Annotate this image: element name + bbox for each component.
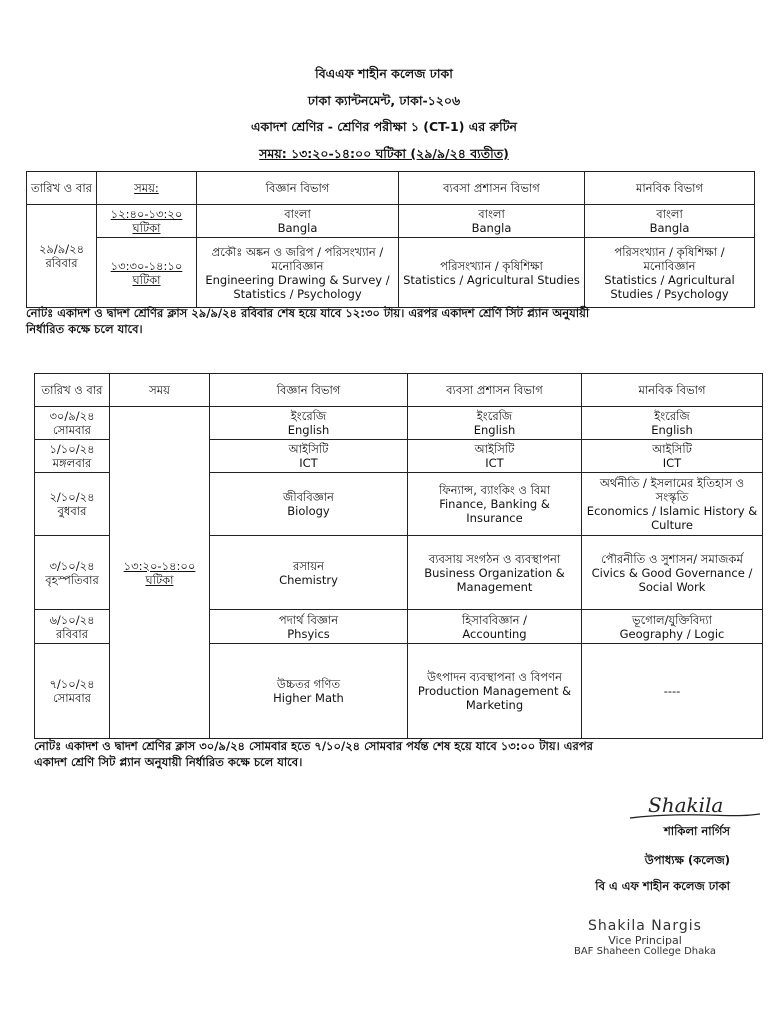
subject-en: Business Organization & Management: [424, 565, 565, 594]
subject-en: Economics / Islamic History & Culture: [586, 504, 758, 532]
exam-time: সময়: ১৩:২০-১৪:০০ ঘটিকা (২৯/৯/২৪ ব্যতীত): [259, 146, 509, 161]
header-business: ব্যবসা প্রশাসন বিভাগ: [408, 374, 582, 407]
subject-bn: আইসিটি: [288, 442, 329, 456]
subject-en: English: [473, 423, 516, 437]
time-cell: [97, 238, 197, 308]
humanities-cell: [582, 644, 763, 739]
date-cell: [27, 205, 97, 308]
subject-en: Geography / Logic: [619, 626, 725, 641]
date-cell: [35, 610, 110, 644]
header-date: তারিখ ও বার: [35, 374, 110, 407]
humanities-cell: [585, 205, 755, 238]
date: ২৯/৯/২৪: [38, 242, 85, 256]
note-1-line-1: নোটঃ একাদশ ও দ্বাদশ শ্রেণির ক্লাস ২৯/৯/২৪ রবিবার শেষ হয়ে যাবে ১২:৩০ টায়। এরপর একাদশ শ্রেণি সিট প্ল্যান অনুযায়ী: [26, 306, 590, 320]
college-name: বিএএফ শাহীন কলেজ ঢাকা: [315, 66, 453, 81]
table-row: [27, 238, 755, 308]
business-cell: [408, 407, 582, 440]
time-unit: ঘটিকা: [132, 221, 161, 235]
note-1: [26, 305, 589, 337]
subject-en: ICT: [299, 456, 318, 470]
header-science: বিজ্ঞান বিভাগ: [197, 172, 399, 205]
college-address: ঢাকা ক্যান্টনমেন্ট, ঢাকা-১২০৬: [307, 93, 461, 108]
date: ৭/১০/২৪: [49, 677, 95, 691]
subject-bn: রসায়ন: [293, 558, 324, 573]
subject-en: Chemistry: [279, 572, 338, 587]
date: ২/১০/২৪: [49, 490, 95, 504]
subject-en: Statistics / Agricultural Studies / Psychology: [604, 272, 735, 301]
subject-en: English: [287, 423, 330, 437]
header-time: সময়:: [97, 172, 197, 205]
header-date: তারিখ ও বার: [27, 172, 97, 205]
humanities-cell: [582, 610, 763, 644]
date-cell: [35, 473, 110, 536]
subject-bn: উৎপাদন ব্যবস্থাপনা ও বিপণন: [427, 670, 562, 684]
date-cell: [35, 536, 110, 610]
signatory-title-bn: উপাধ্যক্ষ (কলেজ): [644, 853, 730, 867]
signatory-name-bn: শাকিলা নার্গিস: [663, 824, 730, 838]
subject-en: Engineering Drawing & Survey / Statistics / Psychology: [205, 272, 390, 301]
time: ১৩:৩০-১৪:১০: [110, 258, 183, 273]
subject-bn: পদার্থ বিজ্ঞান: [278, 612, 339, 627]
subject-en: Civics & Good Governance / Social Work: [591, 565, 753, 594]
subject-en: Bangla: [649, 221, 690, 235]
note-1-line-2: নির্ধারিত কক্ষে চলে যাবে।: [26, 322, 143, 336]
signatory-college-en: BAF Shaheen College Dhaka: [573, 946, 716, 957]
date: ৩/১০/২৪: [49, 558, 95, 573]
signature-handwriting: Shakila: [648, 793, 724, 817]
subject-en: Finance, Banking & Insurance: [439, 497, 550, 525]
day: সোমবার: [52, 423, 92, 437]
time-unit: ঘটিকা: [145, 572, 174, 587]
routine-title: একাদশ শ্রেণির - শ্রেণির পরীক্ষা ১ (CT-1) এর রুটিন: [251, 119, 517, 134]
subject-en: Higher Math: [273, 691, 344, 705]
date-cell: [35, 440, 110, 473]
subject-bn: ভূগোল/যুক্তিবিদ্যা: [632, 612, 712, 627]
subject-bn: ইংরেজি: [476, 409, 513, 423]
humanities-cell: [585, 238, 755, 308]
subject-en: Phsyics: [287, 626, 330, 641]
science-cell: [197, 205, 399, 238]
humanities-cell: [582, 473, 763, 536]
date: ১/১০/২৪: [49, 442, 95, 456]
science-cell: [210, 473, 408, 536]
subject-bn: ইংরেজি: [290, 409, 327, 423]
subject-bn: ----: [663, 684, 681, 698]
subject-bn: বাংলা: [284, 207, 311, 221]
day: বুধবার: [57, 504, 87, 518]
date-cell: [35, 407, 110, 440]
header-humanities: মানবিক বিভাগ: [585, 172, 755, 205]
signatory-name-en: Shakila Nargis: [588, 918, 702, 934]
signature-scribble: [626, 790, 766, 826]
date: ৩০/৯/২৪: [49, 409, 95, 423]
routine-table-2: [34, 373, 763, 739]
day: রবিবার: [45, 256, 78, 270]
subject-en: English: [651, 423, 693, 437]
date-cell: [35, 644, 110, 739]
subject-en: Production Management & Marketing: [417, 684, 572, 712]
routine-table-1: [26, 171, 755, 308]
business-cell: [408, 536, 582, 610]
subject-bn: পৌরনীতি ও সুশাসন/ সমাজকর্ম: [601, 551, 743, 566]
table-row: [27, 205, 755, 238]
day: বৃহস্পতিবার: [45, 572, 99, 587]
subject-bn: বাংলা: [478, 207, 505, 221]
subject-en: Biology: [287, 504, 330, 518]
subject-bn: হিসাববিজ্ঞান /: [461, 612, 528, 627]
subject-bn: বাংলা: [656, 207, 683, 221]
subject-en: ICT: [485, 456, 504, 470]
subject-bn: আইসিটি: [652, 442, 692, 456]
subject-bn: অর্থনীতি / ইসলামের ইতিহাস ও সংস্কৃতি: [599, 476, 745, 504]
time-unit: ঘটিকা: [132, 272, 161, 287]
business-cell: [408, 440, 582, 473]
subject-bn: ইংরেজি: [654, 409, 690, 423]
note-2-line-1: নোটঃ একাদশ ও দ্বাদশ শ্রেণির ক্লাস ৩০/৯/২৪ সোমবার হতে ৭/১০/২৪ সোমবার পর্যন্ত শেষ হয়ে যাবে ১৩:০০ টায়। এরপর: [34, 739, 593, 753]
header-business: ব্যবসা প্রশাসন বিভাগ: [399, 172, 585, 205]
header-humanities: মানবিক বিভাগ: [582, 374, 763, 407]
business-cell: [408, 610, 582, 644]
note-2: [34, 738, 593, 770]
signatory-college-bn: বি এ এফ শাহীন কলেজ ঢাকা: [595, 879, 730, 893]
subject-en: Statistics / Agricultural Studies: [403, 272, 580, 287]
time: ১৩:২০-১৪:০০: [123, 558, 196, 573]
note-2-line-2: একাদশ শ্রেণি সিট প্ল্যান অনুযায়ী নির্ধারিত কক্ষে চলে যাবে।: [34, 755, 303, 769]
time: ১২:৪০-১৩:২০: [110, 207, 183, 221]
subject-bn: ব্যবসায় সংগঠন ও ব্যবস্থাপনা: [428, 551, 561, 566]
business-cell: [399, 238, 585, 308]
subject-bn: প্রকৌঃ অঙ্কন ও জরিপ / পরিসংখ্যান / মনোবিজ্ঞান: [211, 244, 384, 273]
subject-en: Accounting: [462, 626, 527, 641]
subject-en: Bangla: [277, 221, 318, 235]
science-cell: [210, 610, 408, 644]
subject-en: Bangla: [471, 221, 512, 235]
science-cell: [197, 238, 399, 308]
humanities-cell: [582, 536, 763, 610]
subject-bn: আইসিটি: [474, 442, 515, 456]
humanities-cell: [582, 407, 763, 440]
signatory-title-en: Vice Principal: [608, 934, 682, 947]
science-cell: [210, 644, 408, 739]
time-cell: [97, 205, 197, 238]
subject-bn: ফিন্যান্স, ব্যাংকিং ও বিমা: [438, 483, 551, 497]
subject-bn: পরিসংখ্যান / কৃষিশিক্ষা / মনোবিজ্ঞান: [614, 244, 725, 273]
science-cell: [210, 440, 408, 473]
business-cell: [408, 473, 582, 536]
day: রবিবার: [55, 626, 89, 641]
business-cell: [399, 205, 585, 238]
subject-en: ICT: [662, 456, 682, 470]
time-cell: [110, 407, 210, 739]
day: মঙ্গলবার: [52, 456, 92, 470]
table-row: [35, 407, 763, 440]
humanities-cell: [582, 440, 763, 473]
business-cell: [408, 644, 582, 739]
subject-bn: উচ্চতর গণিত: [276, 677, 341, 691]
science-cell: [210, 407, 408, 440]
science-cell: [210, 536, 408, 610]
date: ৬/১০/২৪: [49, 612, 95, 627]
day: সোমবার: [52, 691, 92, 705]
subject-bn: পরিসংখ্যান / কৃষিশিক্ষা: [440, 258, 543, 273]
subject-bn: জীববিজ্ঞান: [283, 490, 334, 504]
header-science: বিজ্ঞান বিভাগ: [210, 374, 408, 407]
header-time: সময়: [110, 374, 210, 407]
